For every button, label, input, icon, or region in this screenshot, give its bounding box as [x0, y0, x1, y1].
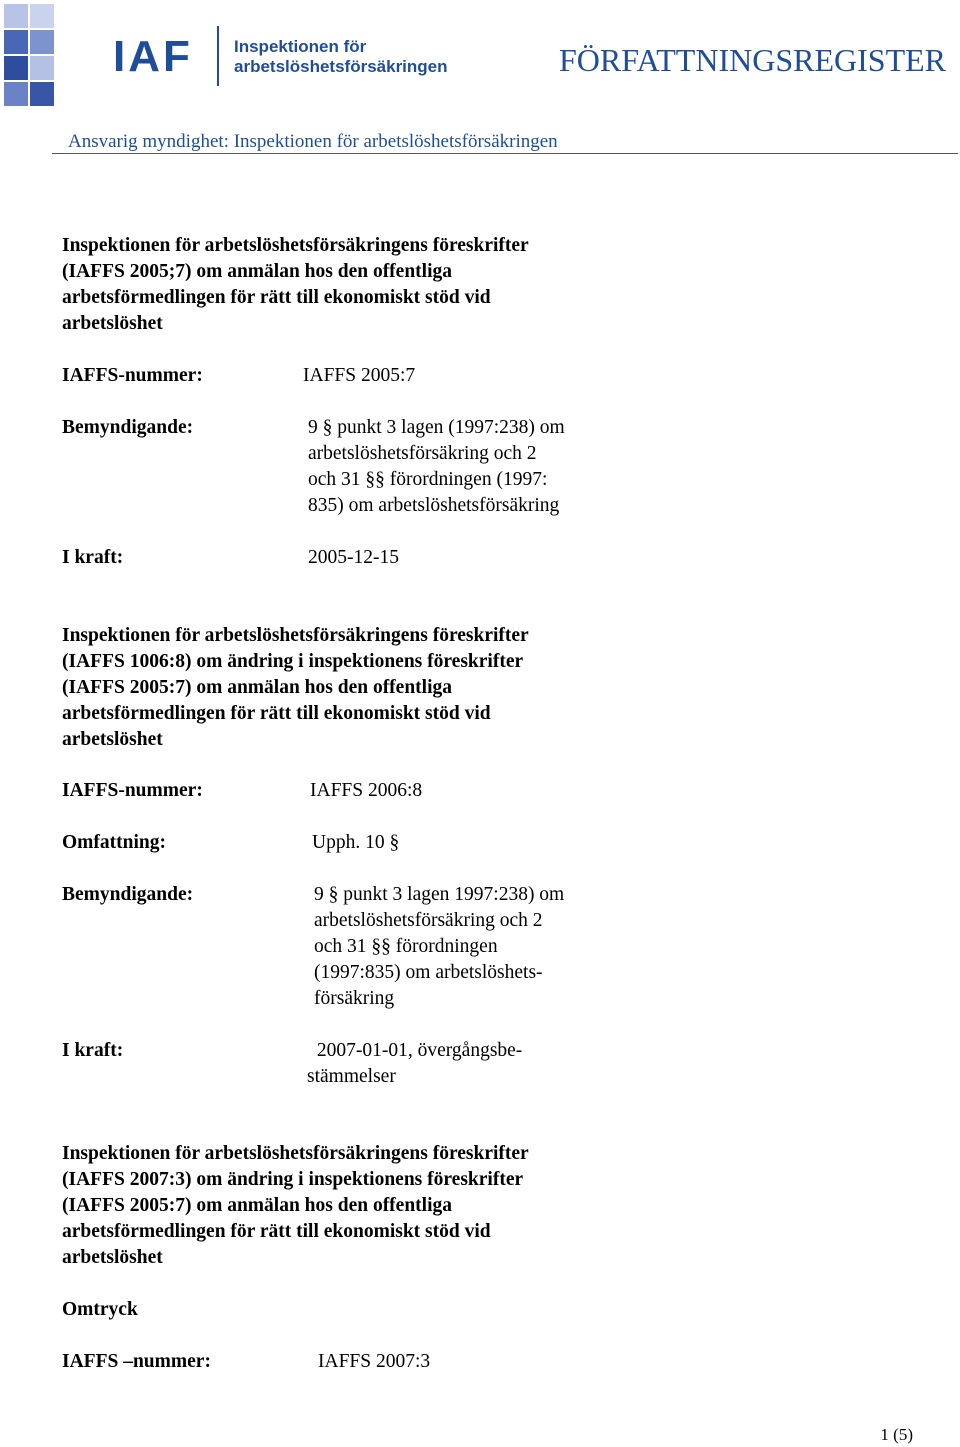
title-line: (IAFFS 2005;7) om anmälan hos den offentliga — [62, 261, 453, 282]
value-line: 835) om arbetslöshetsförsäkring — [308, 495, 560, 516]
logo-subtitle-line1: Inspektionen för — [234, 37, 367, 56]
value-line: 9 § punkt 3 lagen (1997:238) om — [308, 417, 565, 438]
entry-1-label-authorization: Bemyndigande: — [62, 417, 194, 438]
entry-3-title — [62, 1141, 662, 1271]
entry-1-value-number: IAFFS 2005:7 — [303, 365, 416, 386]
title-line: arbetsförmedlingen för rätt till ekonomiskt stöd vid — [62, 703, 491, 724]
title-line: arbetsförmedlingen för rätt till ekonomiskt stöd vid — [62, 287, 491, 308]
entry-1-value-in-force: 2005-12-15 — [308, 547, 399, 568]
entry-2-value-authorization — [314, 882, 634, 1012]
entry-2-label-number: IAFFS-nummer: — [62, 780, 203, 801]
value-line: (1997:835) om arbetslöshets- — [314, 962, 543, 983]
title-line: Inspektionen för arbetslöshetsförsäkringens föreskrifter — [62, 625, 529, 646]
title-line: (IAFFS 2005:7) om anmälan hos den offentliga — [62, 1195, 453, 1216]
entry-1-label-number: IAFFS-nummer: — [62, 365, 203, 386]
entry-3-value-number: IAFFS 2007:3 — [318, 1351, 431, 1372]
entry-2-label-authorization: Bemyndigande: — [62, 884, 194, 905]
value-line: 2007-01-01, övergångsbe- — [312, 1040, 523, 1061]
entry-1-title — [62, 233, 662, 337]
value-line: försäkring — [314, 988, 395, 1009]
entry-1-value-authorization — [308, 415, 628, 519]
entry-2-value-in-force — [307, 1038, 632, 1090]
document-type-title: FÖRFATTNINGSREGISTER — [559, 42, 946, 78]
logo-divider — [217, 26, 219, 86]
entry-2-label-scope: Omfattning: — [62, 832, 166, 853]
value-line: och 31 §§ förordningen (1997: — [308, 469, 548, 490]
title-line: arbetslöshet — [62, 313, 163, 334]
value-line: arbetslöshetsförsäkring och 2 — [314, 910, 543, 931]
title-line: arbetsförmedlingen för rätt till ekonomiskt stöd vid — [62, 1221, 491, 1242]
entry-2-value-scope: Upph. 10 § — [312, 832, 400, 853]
entry-3-reprint-note: Omtryck — [62, 1299, 138, 1320]
value-line: stämmelser — [307, 1066, 396, 1087]
title-line: arbetslöshet — [62, 729, 163, 750]
header-divider — [52, 153, 958, 154]
entry-3-label-number: IAFFS –nummer: — [62, 1351, 211, 1372]
responsible-authority: Ansvarig myndighet: Inspektionen för arbetslöshetsförsäkringen — [68, 131, 558, 152]
logo-mark — [0, 0, 58, 110]
entry-1-label-in-force: I kraft: — [62, 547, 124, 568]
value-line: och 31 §§ förordningen — [314, 936, 498, 957]
value-line: arbetslöshetsförsäkring och 2 — [308, 443, 537, 464]
entry-2-label-in-force: I kraft: — [62, 1040, 124, 1061]
title-line: (IAFFS 2005:7) om anmälan hos den offentliga — [62, 677, 453, 698]
logo-subtitle — [234, 37, 448, 77]
value-line: 9 § punkt 3 lagen 1997:238) om — [314, 884, 565, 905]
entry-2-value-number: IAFFS 2006:8 — [310, 780, 423, 801]
title-line: arbetslöshet — [62, 1247, 163, 1268]
title-line: Inspektionen för arbetslöshetsförsäkringens föreskrifter — [62, 1143, 529, 1164]
entry-2-title — [62, 623, 662, 753]
logo-text: IAF — [113, 32, 193, 81]
page-number: 1 (5) — [880, 1425, 913, 1444]
title-line: Inspektionen för arbetslöshetsförsäkringens föreskrifter — [62, 235, 529, 256]
logo-subtitle-line2: arbetslöshetsförsäkringen — [234, 57, 448, 76]
title-line: (IAFFS 1006:8) om ändring i inspektionens föreskrifter — [62, 651, 524, 672]
title-line: (IAFFS 2007:3) om ändring i inspektionens föreskrifter — [62, 1169, 524, 1190]
